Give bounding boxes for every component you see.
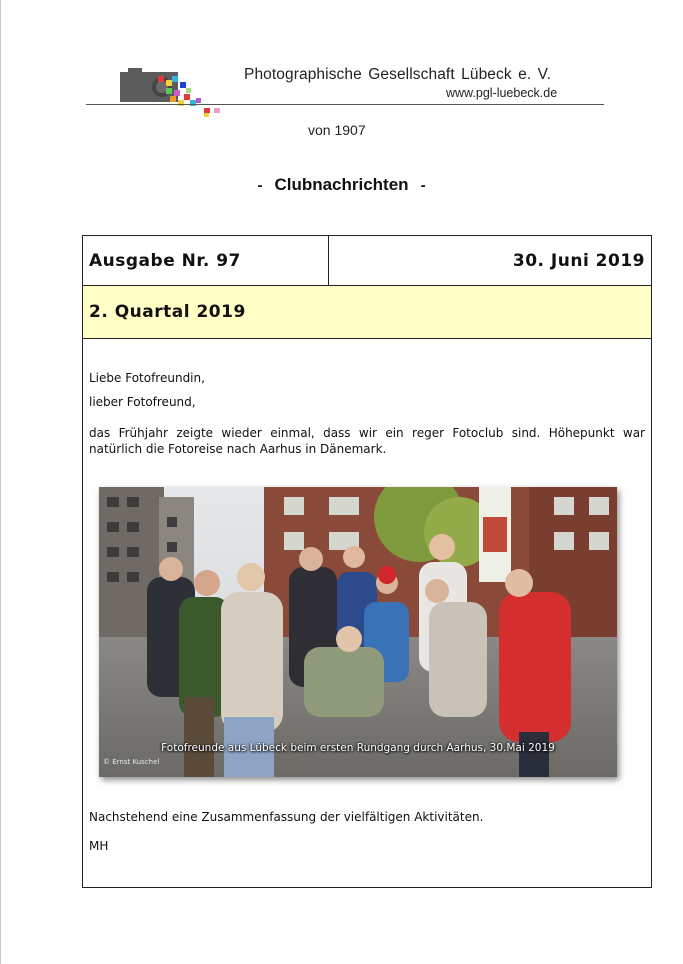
org-name: Photographische Gesellschaft Lübeck e. V. [244, 66, 552, 83]
founded-since: von 1907 [308, 122, 366, 138]
intro-paragraph: das Frühjahr zeigte wieder einmal, dass wir ein reger Fotoclub sind. Höhepunkt war natürlich die Fotoreise nach Aarhus in Dänemark. [89, 426, 645, 456]
issue-date: 30. Juni 2019 [512, 251, 645, 271]
issue-number: Ausgabe Nr. 97 [89, 251, 241, 271]
club-logo [118, 68, 228, 118]
header-divider [86, 104, 604, 105]
group-photo [99, 487, 617, 777]
issue-quarter: 2. Quartal 2019 [89, 302, 246, 322]
signature: MH [89, 839, 109, 853]
group-photo-image [99, 487, 617, 777]
title-text: Clubnachrichten [274, 175, 409, 194]
summary-line: Nachstehend eine Zusammenfassung der vielfältigen Aktivitäten. [89, 810, 484, 824]
page-left-edge [0, 0, 1, 964]
quarter-row [83, 286, 651, 339]
org-website-link[interactable]: www.pgl-luebeck.de [446, 86, 558, 100]
salutation-male: lieber Fotofreund, [89, 395, 196, 409]
photo-credit: © Ernst Kuschel [103, 758, 160, 766]
salutation-female: Liebe Fotofreundin, [89, 371, 205, 385]
photo-caption: Fotofreunde aus Lübeck beim ersten Rundgang durch Aarhus, 30.Mai 2019 [161, 742, 555, 754]
title-dash-left: - [257, 177, 263, 194]
page-title [0, 175, 683, 195]
title-dash-right: - [420, 177, 426, 194]
issue-row-divider [328, 236, 329, 285]
newsletter-frame [82, 235, 652, 888]
issue-row [83, 236, 651, 286]
